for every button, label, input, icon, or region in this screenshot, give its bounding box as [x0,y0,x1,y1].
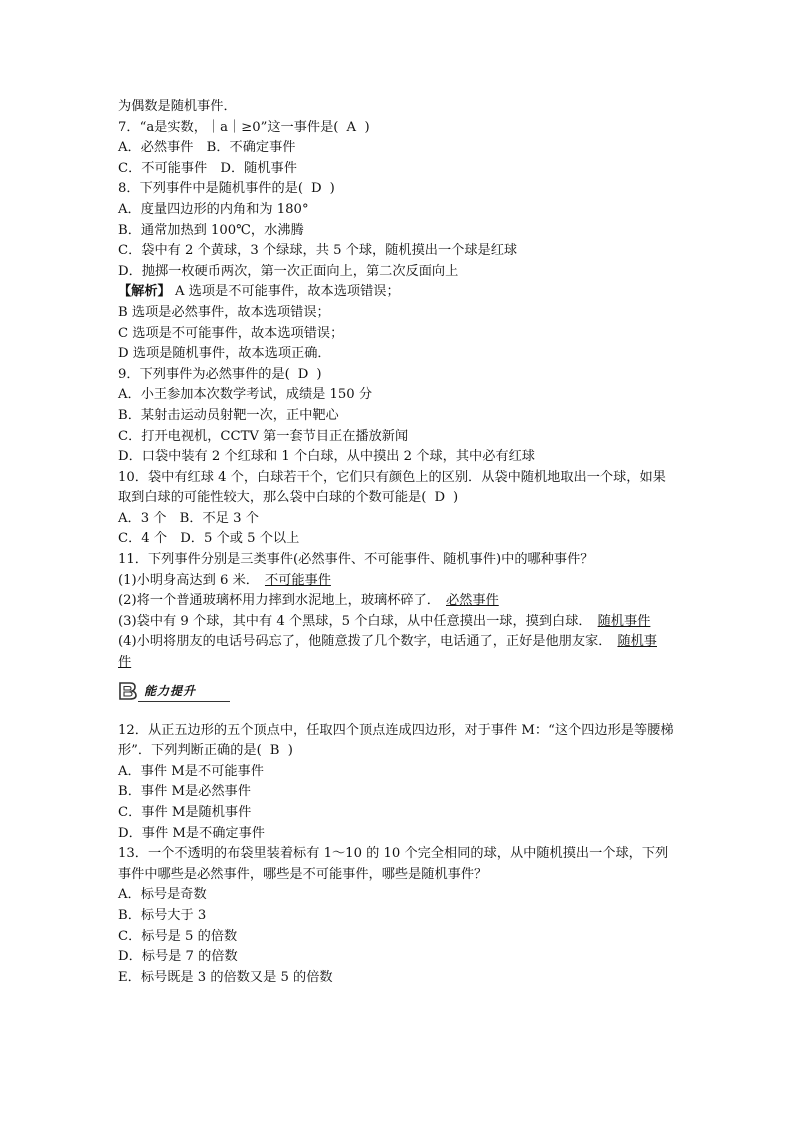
q10-close: ) [453,490,459,506]
q12-option-d: D．事件 M是不确定事件 [118,825,265,841]
q13-option-d: D．标号是 7 的倍数 [118,949,238,965]
q11-item-4-text: (4)小明将朋友的电话号码忘了，他随意拨了几个数字，电话通了，正好是他朋友家． [118,634,612,650]
q12-option-c: C．事件 M是随机事件 [118,805,252,820]
q11-item-4-answer: 随机事件 [118,634,657,671]
section-header [118,679,678,703]
analysis-label: 【解析】 [118,284,171,300]
question-7 [118,118,678,139]
q12-option-a: A．事件 M是不可能事件 [118,763,264,779]
q9-stem: 9．下列事件为必然事件的是( [118,366,290,382]
analysis-line-b: B 选项是必然事件，故本选项错误； [118,304,330,320]
section-title: 能力提升 [144,683,197,698]
q8-option-d: D．抛掷一枚硬币两次，第一次正面向上，第二次反面向上 [118,263,459,279]
question-13: 13．一个不透明的布袋里装着标有 1～10 的 10 个完全相同的球，从中随机摸出一个球，下列事件中哪些是必然事件，哪些是不可能事件，哪些是随机事件？ [118,846,669,882]
analysis-line-c: C 选项是不可能事件，故本选项错误； [118,325,344,341]
q10-options-line2: C．4 个 D．5 个或 5 个以上 [118,531,300,547]
q9-option-b: B．某射击运动员射靶一次，正中靶心 [118,407,339,423]
q7-options-line1: A．必然事件 B．不确定事件 [118,140,296,156]
section-underline [138,701,230,702]
q8-option-a: A．度量四边形的内角和为 180° [118,201,309,217]
q9-answer: D [297,366,309,382]
q9-option-c: C．打开电视机，CCTV 第一套节目正在播放新闻 [118,428,409,444]
question-11: 11．下列事件分别是三类事件(必然事件、不可能事件、随机事件)中的哪种事件？ [118,552,594,568]
q9-close: ) [316,366,322,382]
q10-options-line1: A．3 个 B．不足 3 个 [118,510,259,526]
q11-item-2-answer: 必然事件 [446,593,499,609]
q13-option-e: E．标号既是 3 的倍数又是 5 的倍数 [118,969,333,985]
q8-close: ) [329,181,335,197]
q9-option-d: D．口袋中装有 2 个红球和 1 个白球，从中摸出 2 个球，其中必有红球 [118,449,535,465]
analysis-line-a: A 选项是不可能事件，故本选项错误； [170,284,400,300]
q13-option-a: A．标号是奇数 [118,887,207,903]
q11-item-3-answer: 随机事件 [597,613,651,629]
q8-stem: 8．下列事件中是随机事件的是( [118,181,303,197]
q12-stem: 12．从正五边形的五个顶点中，任取四个顶点连成四边形，对于事件 M：“这个四边形是等腰梯形”．下列判断正确的是( [118,722,674,759]
q7-options-line2: C．不可能事件 D．随机事件 [118,160,297,176]
q9-option-a: A．小王参加本次数学考试，成绩是 150 分 [118,387,373,403]
q12-option-b: B．事件 M是必然事件 [118,784,251,800]
q8-option-b: B．通常加热到 100℃，水沸腾 [118,222,304,238]
q11-item-3-text: (3)袋中有 9 个球，其中有 4 个黑球，5 个白球，从中任意摸出一球，摸到白球． [118,613,592,629]
question-9 [118,365,678,386]
q11-item-1 [118,571,678,592]
question-10 [118,468,678,509]
q8-answer: D [310,181,322,197]
q11-item-3 [118,612,678,633]
question-12 [118,721,678,762]
q7-answer: A [346,119,356,135]
q8-analysis [118,282,678,303]
q11-item-1-answer: 不可能事件 [264,572,331,588]
q10-answer: D [434,490,446,506]
q13-option-b: B．标号大于 3 [118,907,207,923]
section-b-icon [118,681,138,701]
q7-close: ) [364,119,370,135]
q11-item-4 [118,632,678,673]
q11-item-1-text: (1)小明身高达到 6 米． [118,572,259,588]
q11-item-2-text: (2)将一个普通玻璃杯用力摔到水泥地上，玻璃杯碎了． [118,593,440,609]
q11-item-2 [118,591,678,612]
analysis-line-d: D 选项是随机事件，故本选项正确． [118,346,331,362]
question-8 [118,179,678,200]
q8-option-c: C．袋中有 2 个黄球，3 个绿球，共 5 个球，随机摸出一个球是红球 [118,243,518,259]
q12-answer: B [269,743,280,759]
q6-tail: 为偶数是随机事件． [118,99,237,114]
document-page [118,97,678,988]
q10-stem: 10．袋中有红球 4 个，白球若干个，它们只有颜色上的区别．从袋中随机地取出一个球，如果取到白球的可能性较大，那么袋中白球的个数可能是( [118,469,666,506]
q12-close: ) [287,743,293,759]
q13-option-c: C．标号是 5 的倍数 [118,928,238,944]
q7-stem: 7．“a是实数，｜a｜≥0”这一事件是( [118,119,339,135]
